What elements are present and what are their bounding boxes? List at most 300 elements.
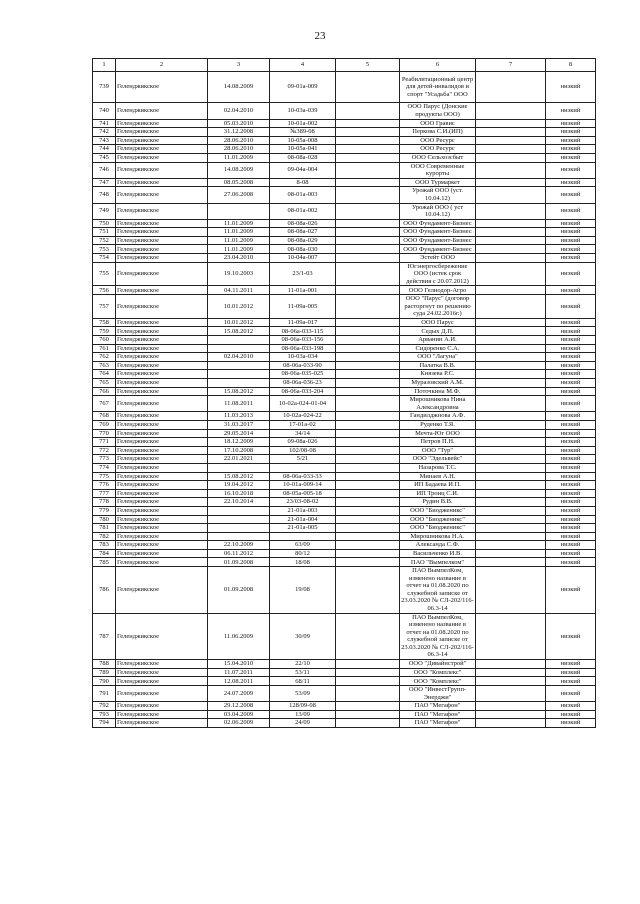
municipality-cell: Геленджикское — [116, 318, 208, 327]
empty-cell — [336, 549, 400, 558]
contract-code-cell: 10-02a-024-01-04 — [270, 396, 336, 412]
risk-category-cell: низкий — [546, 438, 596, 447]
organization-cell: ООО Фундамент-Бизнес — [400, 228, 476, 237]
risk-category-cell: низкий — [546, 463, 596, 472]
risk-category-cell: низкий — [546, 228, 596, 237]
date-cell: 12.08.2011 — [208, 677, 270, 686]
table-row — [93, 549, 596, 558]
empty-cell — [336, 429, 400, 438]
date-cell: 27.06.2008 — [208, 187, 270, 203]
municipality-cell: Геленджикское — [116, 668, 208, 677]
empty-cell — [476, 489, 546, 498]
row-number: 774 — [93, 463, 116, 472]
table-row — [93, 203, 596, 219]
risk-category-cell: низкий — [546, 677, 596, 686]
empty-cell — [336, 506, 400, 515]
table-row — [93, 541, 596, 550]
organization-cell: Назарова Т.С. — [400, 463, 476, 472]
contract-code-cell: 10-05a-041 — [270, 145, 336, 154]
header-cell: 3 — [208, 59, 270, 72]
organization-cell: ООО "Биодженикс" — [400, 524, 476, 533]
date-cell — [208, 336, 270, 345]
municipality-cell: Геленджикское — [116, 103, 208, 119]
empty-cell — [476, 387, 546, 396]
empty-cell — [476, 549, 546, 558]
table-row — [93, 463, 596, 472]
empty-cell — [476, 153, 546, 162]
contract-code-cell: 21-01a-005 — [270, 524, 336, 533]
row-number: 763 — [93, 361, 116, 370]
risk-category-cell: низкий — [546, 429, 596, 438]
date-cell: 28.06.2010 — [208, 136, 270, 145]
risk-category-cell: низкий — [546, 245, 596, 254]
empty-cell — [336, 420, 400, 429]
empty-cell — [476, 236, 546, 245]
date-cell: 22.10.2014 — [208, 498, 270, 507]
risk-category-cell: низкий — [546, 145, 596, 154]
empty-cell — [336, 710, 400, 719]
date-cell: 16.10.2018 — [208, 489, 270, 498]
municipality-cell: Геленджикское — [116, 541, 208, 550]
table-row — [93, 686, 596, 702]
municipality-cell: Геленджикское — [116, 162, 208, 178]
organization-cell: ПАО "Мегафон" — [400, 702, 476, 711]
contract-code-cell: 68/11 — [270, 677, 336, 686]
empty-cell — [476, 515, 546, 524]
risk-category-cell: низкий — [546, 396, 596, 412]
row-number: 786 — [93, 567, 116, 614]
date-cell — [208, 203, 270, 219]
risk-category-cell: низкий — [546, 541, 596, 550]
table-row — [93, 286, 596, 295]
row-number: 776 — [93, 481, 116, 490]
empty-cell — [476, 506, 546, 515]
date-cell: 19.04.2012 — [208, 481, 270, 490]
empty-cell — [336, 318, 400, 327]
risk-category-cell: низкий — [546, 481, 596, 490]
header-cell: 4 — [270, 59, 336, 72]
risk-category-cell: низкий — [546, 353, 596, 362]
table-row — [93, 567, 596, 614]
header-cell: 2 — [116, 59, 208, 72]
empty-cell — [336, 719, 400, 728]
empty-cell — [336, 558, 400, 567]
row-number: 743 — [93, 136, 116, 145]
row-number: 741 — [93, 119, 116, 128]
table-row — [93, 472, 596, 481]
contract-code-cell: 08-08a-026 — [270, 219, 336, 228]
table-row — [93, 524, 596, 533]
row-number: 746 — [93, 162, 116, 178]
contract-code-cell: 08-08a-030 — [270, 245, 336, 254]
contract-code-cell: 21-01a-003 — [270, 506, 336, 515]
empty-cell — [336, 145, 400, 154]
empty-cell — [476, 203, 546, 219]
risk-category-cell: низкий — [546, 719, 596, 728]
empty-cell — [336, 286, 400, 295]
empty-cell — [476, 702, 546, 711]
risk-category-cell: низкий — [546, 558, 596, 567]
empty-cell — [336, 498, 400, 507]
table-row — [93, 344, 596, 353]
risk-category-cell: низкий — [546, 710, 596, 719]
row-number: 782 — [93, 532, 116, 541]
risk-category-cell: низкий — [546, 336, 596, 345]
risk-category-cell: низкий — [546, 524, 596, 533]
date-cell: 10.01.2012 — [208, 295, 270, 319]
municipality-cell: Геленджикское — [116, 489, 208, 498]
risk-category-cell: низкий — [546, 387, 596, 396]
contract-code-cell: 08-08a-029 — [270, 236, 336, 245]
date-cell: 11.01.2009 — [208, 219, 270, 228]
empty-cell — [336, 702, 400, 711]
table-row — [93, 489, 596, 498]
header-cell: 7 — [476, 59, 546, 72]
risk-category-cell: низкий — [546, 178, 596, 187]
empty-cell — [336, 128, 400, 137]
empty-cell — [476, 327, 546, 336]
table-row — [93, 719, 596, 728]
municipality-cell: Геленджикское — [116, 677, 208, 686]
row-number: 784 — [93, 549, 116, 558]
municipality-cell: Геленджикское — [116, 710, 208, 719]
empty-cell — [476, 446, 546, 455]
contract-code-cell: 10-03a-039 — [270, 103, 336, 119]
row-number: 742 — [93, 128, 116, 137]
municipality-cell: Геленджикское — [116, 203, 208, 219]
date-cell: 11.01.2009 — [208, 228, 270, 237]
risk-category-cell: низкий — [546, 187, 596, 203]
date-cell: 24.07.2009 — [208, 686, 270, 702]
organization-cell: Урожай ООО ( уст 10.04.12) — [400, 203, 476, 219]
row-number: 756 — [93, 286, 116, 295]
registry-table — [92, 58, 596, 728]
row-number: 764 — [93, 370, 116, 379]
risk-category-cell: низкий — [546, 702, 596, 711]
empty-cell — [476, 353, 546, 362]
risk-category-cell: низкий — [546, 455, 596, 464]
table-row — [93, 613, 596, 660]
empty-cell — [336, 344, 400, 353]
municipality-cell: Геленджикское — [116, 236, 208, 245]
header-cell: 6 — [400, 59, 476, 72]
table-row — [93, 438, 596, 447]
table-row — [93, 245, 596, 254]
municipality-cell: Геленджикское — [116, 153, 208, 162]
date-cell: 29.12.2008 — [208, 702, 270, 711]
municipality-cell: Геленджикское — [116, 136, 208, 145]
empty-cell — [336, 236, 400, 245]
table-row — [93, 660, 596, 669]
empty-cell — [336, 438, 400, 447]
date-cell: 11.01.2009 — [208, 153, 270, 162]
organization-cell: Палатка В.В. — [400, 361, 476, 370]
organization-cell: ООО Фундамент-Бизнес — [400, 219, 476, 228]
municipality-cell: Геленджикское — [116, 178, 208, 187]
risk-category-cell: низкий — [546, 344, 596, 353]
table-row — [93, 162, 596, 178]
contract-code-cell: 08-08a-027 — [270, 228, 336, 237]
header-cell: 8 — [546, 59, 596, 72]
row-number: 754 — [93, 254, 116, 263]
empty-cell — [476, 481, 546, 490]
risk-category-cell: низкий — [546, 254, 596, 263]
date-cell: 10.01.2012 — [208, 318, 270, 327]
empty-cell — [336, 353, 400, 362]
row-number: 767 — [93, 396, 116, 412]
header-cell: 5 — [336, 59, 400, 72]
organization-cell: Перкова С.И.(ИП) — [400, 128, 476, 137]
table-row — [93, 506, 596, 515]
table-row — [93, 295, 596, 319]
contract-code-cell: 13/09 — [270, 710, 336, 719]
organization-cell: Арванин А.И. — [400, 336, 476, 345]
empty-cell — [476, 613, 546, 660]
empty-cell — [336, 567, 400, 614]
row-number: 753 — [93, 245, 116, 254]
table-row — [93, 446, 596, 455]
contract-code-cell: 19/08 — [270, 567, 336, 614]
header-cell: 1 — [93, 59, 116, 72]
organization-cell: Гандилджнова А.Ф. — [400, 412, 476, 421]
risk-category-cell: низкий — [546, 472, 596, 481]
table-row — [93, 327, 596, 336]
risk-category-cell: низкий — [546, 318, 596, 327]
table-row — [93, 455, 596, 464]
empty-cell — [336, 136, 400, 145]
table-row — [93, 429, 596, 438]
empty-cell — [476, 498, 546, 507]
date-cell — [208, 361, 270, 370]
risk-category-cell: низкий — [546, 203, 596, 219]
date-cell — [208, 370, 270, 379]
date-cell: 31.03.2017 — [208, 420, 270, 429]
contract-code-cell: 5/21 — [270, 455, 336, 464]
contract-code-cell: 09-01a-009 — [270, 72, 336, 103]
contract-code-cell: 08-06a-033-198 — [270, 344, 336, 353]
date-cell: 08.05.2008 — [208, 178, 270, 187]
empty-cell — [476, 336, 546, 345]
municipality-cell: Геленджикское — [116, 438, 208, 447]
organization-cell: Васильченко И.В. — [400, 549, 476, 558]
empty-cell — [336, 677, 400, 686]
municipality-cell: Геленджикское — [116, 532, 208, 541]
municipality-cell: Геленджикское — [116, 412, 208, 421]
organization-cell: Реабилитационный центр для детей-инвалидов и спорт "Усадьба" ООО — [400, 72, 476, 103]
risk-category-cell: низкий — [546, 668, 596, 677]
empty-cell — [336, 463, 400, 472]
contract-code-cell: 10-01a-009-14 — [270, 481, 336, 490]
municipality-cell: Геленджикское — [116, 515, 208, 524]
contract-code-cell: 18/08 — [270, 558, 336, 567]
empty-cell — [476, 228, 546, 237]
table-row — [93, 228, 596, 237]
organization-cell: Муразовский А.М. — [400, 379, 476, 388]
contract-code-cell: 08-01a-002 — [270, 203, 336, 219]
empty-cell — [336, 187, 400, 203]
risk-category-cell: низкий — [546, 153, 596, 162]
table-row — [93, 136, 596, 145]
organization-cell: ООО "Биодженикс" — [400, 506, 476, 515]
organization-cell: ООО Турмаркет — [400, 178, 476, 187]
row-number: 766 — [93, 387, 116, 396]
table-row — [93, 336, 596, 345]
date-cell — [208, 532, 270, 541]
organization-cell: Урожай ООО (уст. 10.04.12) — [400, 187, 476, 203]
row-number: 758 — [93, 318, 116, 327]
row-number: 781 — [93, 524, 116, 533]
table-row — [93, 387, 596, 396]
row-number: 760 — [93, 336, 116, 345]
risk-category-cell: низкий — [546, 219, 596, 228]
table-row — [93, 515, 596, 524]
organization-cell: Петров П.Н. — [400, 438, 476, 447]
table-row — [93, 396, 596, 412]
organization-cell: Мирошникова Н.А. — [400, 532, 476, 541]
risk-category-cell: низкий — [546, 420, 596, 429]
empty-cell — [336, 178, 400, 187]
row-number: 785 — [93, 558, 116, 567]
date-cell: 11.08.2011 — [208, 396, 270, 412]
empty-cell — [476, 370, 546, 379]
risk-category-cell: низкий — [546, 72, 596, 103]
row-number: 770 — [93, 429, 116, 438]
municipality-cell: Геленджикское — [116, 327, 208, 336]
row-number: 777 — [93, 489, 116, 498]
risk-category-cell: низкий — [546, 515, 596, 524]
empty-cell — [476, 455, 546, 464]
organization-cell: Князева Р.С. — [400, 370, 476, 379]
contract-code-cell: 11-09a-005 — [270, 295, 336, 319]
empty-cell — [336, 412, 400, 421]
municipality-cell: Геленджикское — [116, 506, 208, 515]
contract-code-cell: 24/09 — [270, 719, 336, 728]
empty-cell — [476, 136, 546, 145]
row-number: 740 — [93, 103, 116, 119]
organization-cell: ООО Гелиодор-Агро — [400, 286, 476, 295]
table-row — [93, 379, 596, 388]
table-row — [93, 710, 596, 719]
empty-cell — [336, 660, 400, 669]
empty-cell — [476, 162, 546, 178]
empty-cell — [476, 286, 546, 295]
empty-cell — [476, 677, 546, 686]
risk-category-cell: низкий — [546, 286, 596, 295]
municipality-cell: Геленджикское — [116, 361, 208, 370]
risk-category-cell: низкий — [546, 128, 596, 137]
contract-code-cell: 09-04a-004 — [270, 162, 336, 178]
empty-cell — [336, 532, 400, 541]
empty-cell — [476, 145, 546, 154]
empty-cell — [336, 668, 400, 677]
date-cell: 02.04.2010 — [208, 103, 270, 119]
date-cell: 23.04.2010 — [208, 254, 270, 263]
municipality-cell: Геленджикское — [116, 145, 208, 154]
empty-cell — [336, 489, 400, 498]
organization-cell: Сидоренко С.А. — [400, 344, 476, 353]
risk-category-cell: низкий — [546, 660, 596, 669]
risk-category-cell: низкий — [546, 489, 596, 498]
organization-cell: ООО Фундамент-Бизнес — [400, 245, 476, 254]
empty-cell — [476, 710, 546, 719]
table-row — [93, 702, 596, 711]
empty-cell — [336, 262, 400, 286]
empty-cell — [476, 396, 546, 412]
municipality-cell: Геленджикское — [116, 498, 208, 507]
empty-cell — [336, 72, 400, 103]
municipality-cell: Геленджикское — [116, 295, 208, 319]
date-cell — [208, 463, 270, 472]
row-number: 762 — [93, 353, 116, 362]
organization-cell: Седых Д.П. — [400, 327, 476, 336]
municipality-cell: Геленджикское — [116, 420, 208, 429]
date-cell: 29.05.2014 — [208, 429, 270, 438]
organization-cell: ООО "Парус" (договор расторгнут по решению суда 24.02.2016г.) — [400, 295, 476, 319]
date-cell — [208, 344, 270, 353]
contract-code-cell: 8-08 — [270, 178, 336, 187]
organization-cell: Югэнергосбережение ООО (истек срок действия с 20.07.2012) — [400, 262, 476, 286]
municipality-cell: Геленджикское — [116, 286, 208, 295]
empty-cell — [336, 203, 400, 219]
organization-cell: Александа С.Ф. — [400, 541, 476, 550]
table-row — [93, 72, 596, 103]
risk-category-cell: низкий — [546, 361, 596, 370]
empty-cell — [476, 295, 546, 319]
table-body — [93, 72, 596, 728]
risk-category-cell: низкий — [546, 379, 596, 388]
contract-code-cell: 08-06a-033-90 — [270, 361, 336, 370]
table-row — [93, 119, 596, 128]
contract-code-cell: 08-06a-033-204 — [270, 387, 336, 396]
organization-cell: ПАО "Вымпелком" — [400, 558, 476, 567]
contract-code-cell: 21-01a-004 — [270, 515, 336, 524]
table-row — [93, 668, 596, 677]
organization-cell: ООО "Биодженикс" — [400, 515, 476, 524]
risk-category-cell: низкий — [546, 136, 596, 145]
municipality-cell: Геленджикское — [116, 660, 208, 669]
empty-cell — [476, 187, 546, 203]
date-cell — [208, 524, 270, 533]
contract-code-cell: 08-06a-036-23 — [270, 379, 336, 388]
date-cell — [208, 506, 270, 515]
table-row — [93, 370, 596, 379]
empty-cell — [336, 162, 400, 178]
row-number: 751 — [93, 228, 116, 237]
contract-code-cell: 53/11 — [270, 668, 336, 677]
row-number: 794 — [93, 719, 116, 728]
organization-cell: ИП Бадаева И.П. — [400, 481, 476, 490]
row-number: 790 — [93, 677, 116, 686]
empty-cell — [476, 532, 546, 541]
municipality-cell: Геленджикское — [116, 262, 208, 286]
empty-cell — [476, 219, 546, 228]
contract-code-cell: 128/09-08 — [270, 702, 336, 711]
municipality-cell: Геленджикское — [116, 245, 208, 254]
risk-category-cell: низкий — [546, 686, 596, 702]
risk-category-cell: низкий — [546, 567, 596, 614]
table-row — [93, 145, 596, 154]
contract-code-cell: 30/09 — [270, 613, 336, 660]
organization-cell: ООО Ресурс — [400, 145, 476, 154]
row-number: 787 — [93, 613, 116, 660]
table-row — [93, 353, 596, 362]
municipality-cell: Геленджикское — [116, 719, 208, 728]
row-number: 745 — [93, 153, 116, 162]
row-number: 757 — [93, 295, 116, 319]
date-cell — [208, 515, 270, 524]
municipality-cell: Геленджикское — [116, 119, 208, 128]
municipality-cell: Геленджикское — [116, 524, 208, 533]
